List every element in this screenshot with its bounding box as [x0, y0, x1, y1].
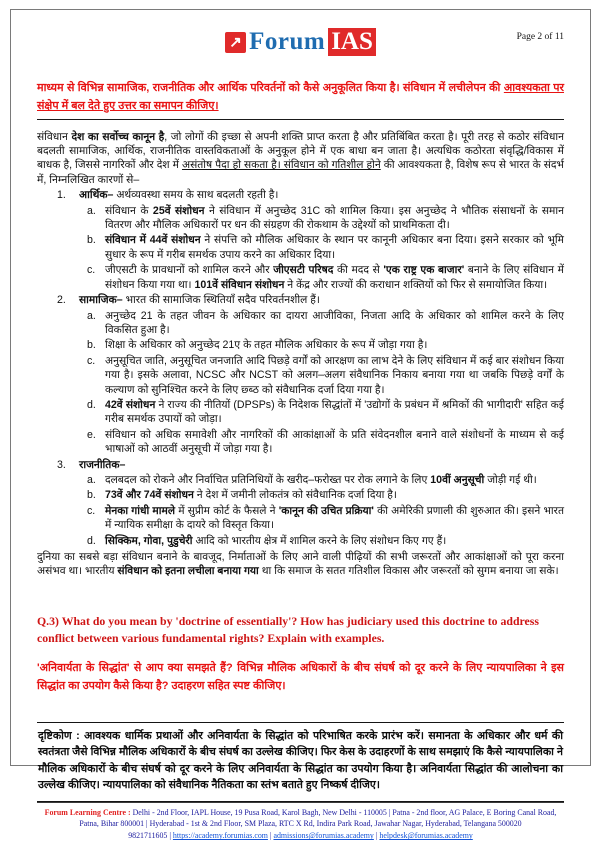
sub-list-item	[87, 473, 564, 487]
sub-list-marker: c.	[87, 354, 96, 367]
footer-address-line	[37, 807, 564, 831]
sub-list-item	[87, 504, 564, 533]
sub-list-item-text: संविधान में 44वें संशोधन ने संपत्ति को मौलिक अधिकार के स्थान पर कानूनी अधिकार बना दिया। इसने सरकार को भूमि सुधार के रूप में गरीब समर्थक उपाय करने का अधिकार दिया।	[105, 234, 564, 261]
sub-list-item	[87, 488, 564, 502]
list-item-text: आर्थिक– अर्थव्यवस्था समय के साथ बदलती रहती है।	[79, 189, 279, 202]
sub-list-item	[87, 398, 564, 427]
list-marker: 1.	[57, 189, 66, 202]
sub-list-item	[87, 354, 564, 397]
heading-divider	[37, 119, 564, 120]
question3-hindi: 'अनिवार्यता के सिद्धांत' से आप क्या समझते हैं? विभिन्न मौलिक अधिकारों के बीच संघर्ष को दूर करने के लिए न्यायपालिका ने इस सिद्धांत का उपयोग कैसे किया है? उदाहरण सहित स्पष्ट कीजिए।	[37, 662, 564, 693]
list-item-text: सामाजिक– भारत की सामाजिक स्थितियाँ सदैव परिवर्तनशील हैं।	[79, 294, 320, 307]
sub-list-item	[87, 534, 564, 548]
sub-list-item-text: अनुसूचित जाति, अनुसूचित जनजाति आदि पिछड़े वर्गों को आरक्षण का लाभ देने के लिए संविधान में कई बार संशोधन किया गया है। इसके अलावा, NCSC और NCST को अलग–अलग संवैधानिक निकाय बनाया गया था जबकि पिछड़े वर्गों के कल्याण को सुनिश्चित करने के लिए छ्ब्ठ को संवैधानिक दर्जा दिया गया है।	[105, 354, 564, 396]
sub-list-marker: b.	[87, 339, 96, 352]
sub-list-item-text: जीएसटी के प्रावधानों को शामिल करने और जीएसटी परिषद की मदद से 'एक राष्ट्र एक बाजार' बनाने के लिए संविधान में संशोधन किया गया था। 101वें संविधान संशोधन ने केंद्र और राज्यों की कराधान शक्तियों को फिर से समायोजित किया।	[105, 264, 564, 291]
list-item	[37, 188, 564, 202]
list-item	[37, 293, 564, 307]
page-footer	[37, 802, 564, 842]
sub-list-item-text: 42वें संशोधन ने राज्य की नीतियों (DPSPs) के निदेशक सिद्धांतों में 'उद्योगों के प्रबंधन में श्रमिकों की भागीदारी' सहित कई गरीब समर्थक उपायों को जोड़ा।	[105, 398, 564, 426]
footer-addresses: Delhi - 2nd Floor, IAPL House, 19 Pusa Road, Karol Bagh, New Delhi - 110005 | Patna - 2nd floor, AG Palace, E Boring Canal Road, Patna, Bihar 800001 | Hyderabad - 1st & 2nd Floor, SM Plaza, RTC X Rd, Indira Park Road, Jawahar Nagar, Hyderabad, Telangana 500020	[79, 807, 557, 829]
question3-english: Q.3) What do you mean by 'doctrine of essentially'? How has judiciary used this doctrine to address conflict between various fundamental rights? Explain with examples.	[37, 613, 539, 645]
sub-list-marker: a.	[87, 473, 96, 486]
logo-forum-text: Forum	[249, 28, 326, 55]
sub-list-marker: d.	[87, 398, 96, 411]
closing-paragraph: दुनिया का सबसे बड़ा संविधान बनाने के बावजूद, निर्माताओं के लिए आने वाली पीढ़ियों की सभी जरूरतों और आकांक्षाओं को पूरा करना असंभव था। भारतीय संविधान को इतना लचीला बनाया गया था कि समाज के सतत गतिशील विकास और जरूरतों को सुगम बनाया जा सके।	[37, 551, 564, 578]
sub-list-item-text: दलबदल को रोकने और निर्वाचित प्रतिनिधियों के खरीद–फरोख्त पर रोक लगाने के लिए 10वीं अनुसूची जोड़ी गई थी।	[105, 473, 537, 486]
footer-link[interactable]: helpdesk@forumias.academy	[379, 831, 473, 841]
sub-list-item-text: सिक्किम, गोवा, पुडुचेरी आदि को भारतीय क्षेत्र में शामिल करने के लिए संशोधन किए गए हैं।	[105, 534, 447, 547]
footer-link[interactable]: https://academy.forumias.com	[172, 831, 268, 841]
sub-list-item-text: अनुच्छेद 21 के तहत जीवन के अधिकार का दायरा आजीविका, निजता आदि के अधिकार को शामिल करने के लिए विकसित हुआ है।	[105, 309, 564, 336]
footer-links-line: 9821711605 | https://academy.forumias.com | admissions@forumias.academy | helpdesk@forumias.academy	[128, 831, 473, 841]
sub-list-marker: a.	[87, 309, 96, 322]
sub-list-item	[87, 309, 564, 338]
list-marker: 3.	[57, 458, 66, 471]
sub-list-marker: b.	[87, 234, 96, 247]
page-header	[37, 26, 564, 70]
answer-body	[37, 128, 564, 579]
sub-list-item	[87, 338, 564, 352]
approach-box: दृष्टिकोण : आवश्यक धार्मिक प्रथाओं और अनिवार्यता के सिद्धांत को परिभाषित करके प्रारंभ करें। समानता के अधिकार और धर्म की स्वतंत्रता जैसे विभिन्न मौलिक अधिकारों के बीच संघर्ष का उल्लेख कीजिए। फिर केस के उदाहरणों के साथ समझाएं कि कैसे न्यायपालिका ने मौलिक अधिकारों के बीच संघर्ष को दूर करने के लिए अनिवार्यता के सिद्धांत का उपयोग किया है। अनिवार्यता सिद्धांत की आलोचना का उल्लेख कीजिए। न्यायपालिका को संवैधानिक नैतिकता का स्तंभ बताते हुए निष्कर्ष दीजिए।	[37, 722, 564, 802]
sub-list-item-text: 73वें और 74वें संशोधन ने देश में जमीनी लोकतंत्र को संवैधानिक दर्जा दिया है।	[105, 489, 397, 502]
amendment-list	[37, 188, 564, 548]
logo-ias-text: IAS	[328, 28, 376, 56]
list-item	[37, 458, 564, 472]
sub-list-marker: c.	[87, 504, 96, 517]
page-number-label: Page 2 of 11	[516, 32, 564, 42]
sub-list-item-text: मेनका गांधी मामले में सुप्रीम कोर्ट के फैसले ने 'कानून की उचित प्रक्रिया' की अमेरिकी प्रणाली की शुरुआत की। इसने भारत में न्यायिक समीक्षा के दायरे को विस्तृत किया।	[105, 504, 565, 532]
sub-list-item-text: शिक्षा के अधिकार को अनुच्छेद 21ए के तहत मौलिक अधिकार के रूप में जोड़ा गया है।	[105, 339, 428, 352]
sub-list-marker: c.	[87, 264, 96, 277]
carryover-question-heading: माध्यम से विभिन्न सामाजिक, राजनीतिक और आर्थिक परिवर्तनों को कैसे अनुकूलित किया है। संविधान में लचीलेपन की आवश्यकता पर संक्षेप में बल देते हुए उत्तर का समापन कीजिए।	[37, 82, 564, 112]
footer-centre-label: Forum Learning Centre :	[44, 807, 131, 817]
sub-list-marker: d.	[87, 534, 96, 547]
sub-list-item	[87, 263, 564, 292]
footer-link[interactable]: admissions@forumias.academy	[273, 831, 374, 841]
sub-list-item	[87, 428, 564, 457]
sub-list-item	[87, 233, 564, 262]
intro-paragraph: संविधान देश का सर्वोच्च कानून है, जो लोगों की इच्छा से अपनी शक्ति प्राप्त करता है और प्रतिबिंबित करता है। पूरी तरह से कठोर संविधान बदलती सामाजिक, आर्थिक, राजनीतिक वास्तविकताओं के अनुकूल होने में एक बाधा बन जाता है। अत्यधिक कठोरता संवृद्धि/विकास में बाधक है, जिससे नागरिकों और देश में असंतोष पैदा हो सकता है। संविधान को गतिशील होने की आवश्यकता है, विशेष रूप से भारत के संदर्भ में, निम्नलिखित कारणों से–	[37, 130, 565, 186]
forumias-logo	[225, 26, 376, 56]
sub-list-item-text: संविधान को अधिक समावेशी और नागरिकों की आकांक्षाओं के प्रति संवेदनशील बनाने वाले संशोधनों के माध्यम से कई भाषाओं को आठवीं अनुसूची में जोड़ा गया है।	[105, 428, 564, 456]
footer-phone: 9821711605	[128, 831, 168, 841]
sub-list-item	[87, 204, 564, 233]
sub-list-marker: e.	[87, 428, 96, 441]
list-item-text: राजनीतिक–	[79, 458, 126, 471]
page-border-frame	[10, 9, 591, 841]
sub-list-marker: b.	[87, 489, 96, 502]
list-marker: 2.	[57, 294, 66, 307]
arrow-glyph: ↗	[229, 34, 242, 51]
sub-list-marker: a.	[87, 204, 96, 217]
arrow-up-right-icon	[225, 32, 246, 53]
sub-list-item-text: संविधान के 25वें संशोधन ने संविधान में अनुच्छेद 31C को शामिल किया। इस अनुच्छेद ने भौतिक संसाधनों के समान वितरण और मौलिक अधिकारों पर धन की संग्रहण की रोकथाम के उद्देश्यों को प्राथमिकता दी।	[105, 204, 564, 232]
